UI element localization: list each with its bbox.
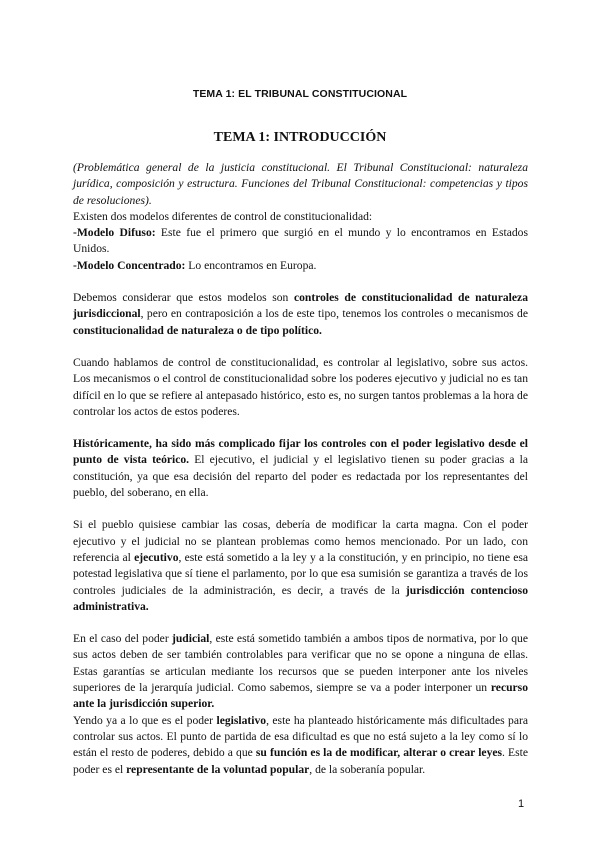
paragraph-3-text: El ejecutivo, el judicial y el legislativo tienen su poder gracias a la constitución, ya que esa decisión del reparto del poder es redactada por los representantes del pueblo, del soberano, en ella.	[73, 453, 528, 500]
model-diffuse-text: Este fue el primero que surgió en el mundo y lo encontramos en Estados Unidos.	[73, 226, 528, 256]
paragraph-4-bold-a: ejecutivo	[134, 550, 179, 564]
paragraph-6-text-b: , este ha planteado históricamente más dificultades para controlar sus actos. El punto de partida de esa dificultad es que no está sujeto a la ley como sí lo están el resto de poderes, debido a que	[73, 713, 528, 760]
model-diffuse-label: -Modelo Difuso:	[73, 226, 156, 240]
document-header-title: TEMA 1: EL TRIBUNAL CONSTITUCIONAL	[192, 88, 408, 100]
paragraph-6-bold-b: su función es la de modificar, alterar o crear leyes	[255, 746, 503, 760]
paragraph-3	[73, 436, 528, 501]
paragraph-5-text-b: , este está sometido también a ambos tipos de normativa, por lo que sus actos deben de ser también controlables para verificar que no se opone a ninguna de ellas. Estas garantías se articulan mediante los recursos que se pueden interponer ante los niveles superiores de la jerarquía judicial. Como sabemos, siempre se va a poder interponer un	[73, 632, 528, 695]
paragraph-1-bold-b: constitucionalidad de naturaleza o de tipo político.	[73, 323, 322, 337]
model-concentrated-text: Lo encontramos en Europa.	[185, 258, 317, 272]
paragraph-3-bold: Históricamente, ha sido más complicado fijar los controles con el poder legislativo desde el punto de vista teórico.	[73, 437, 528, 467]
models-intro-line: Existen dos modelos diferentes de control de constitucionalidad:	[73, 209, 373, 223]
paragraph-2: Cuando hablamos de control de constitucionalidad, es controlar al legislativo, sobre sus actos. Los mecanismos o el control de constitucionalidad sobre los poderes ejecutivo y judicial no es tan difícil en lo que se refiere al antepasado histórico, esto es, no surgen tantos problemas a la hora de controlar los actos de estos poderes.	[73, 355, 528, 418]
paragraph-6-bold-c: representante de la voluntad popular	[126, 762, 310, 776]
paragraph-6-text-d: , de la soberanía popular.	[309, 762, 426, 776]
section-title: TEMA 1: INTRODUCCIÓN	[213, 130, 387, 145]
paragraph-1-bold-a: controles de constitucionalidad de naturaleza jurisdiccional	[73, 291, 528, 321]
model-concentrated-label: -Modelo Concentrado:	[73, 258, 186, 272]
paragraph-1-text-b: , pero en contraposición a los de este tipo, tenemos los controles o mecanismos de	[140, 307, 528, 321]
paragraph-6	[73, 713, 528, 778]
paragraph-6-text-c: . Este poder es el	[73, 746, 528, 776]
paragraph-1-text-a: Debemos considerar que estos modelos son	[73, 291, 294, 305]
paragraph-6-text-a: Yendo ya a lo que es el poder	[73, 713, 217, 727]
paragraph-6-bold-a: legislativo	[216, 713, 267, 727]
intro-italic-paragraph: (Problemática general de la justicia constitucional. El Tribunal Constitucional: naturaleza jurídica, composición y estructura. Funciones del Tribunal Constitucional: competencias y tipos de resoluciones).	[73, 161, 528, 207]
document-body	[73, 160, 528, 778]
paragraph-5-text-a: En el caso del poder	[73, 632, 172, 646]
paragraph-5-bold-b: recurso ante la jurisdicción superior.	[73, 681, 528, 711]
paragraph-4-bold-b: jurisdicción contencioso administrativa.	[73, 583, 528, 613]
paragraph-1	[73, 290, 528, 339]
paragraph-5	[73, 631, 528, 712]
paragraph-4-text-a: Si el pueblo quisiese cambiar las cosas, debería de modificar la carta magna. Con el poder ejecutivo y el judicial no se plantean problemas como hemos mencionado. Por un lado, con referencia al	[73, 518, 528, 564]
paragraph-4	[73, 517, 528, 615]
model-diffuse-line	[73, 225, 528, 258]
paragraph-4-text-b: , este está sometido a la ley y a la constitución, y en principio, no tiene esa potestad legislativa que sí tiene el parlamento, por lo que esa sumisión se garantiza a través de los controles judiciales de la administración, es decir, a través de la	[73, 550, 528, 597]
paragraph-5-bold-a: judicial	[172, 632, 210, 646]
page-number: 1	[518, 798, 525, 810]
model-concentrated-line	[73, 258, 528, 274]
